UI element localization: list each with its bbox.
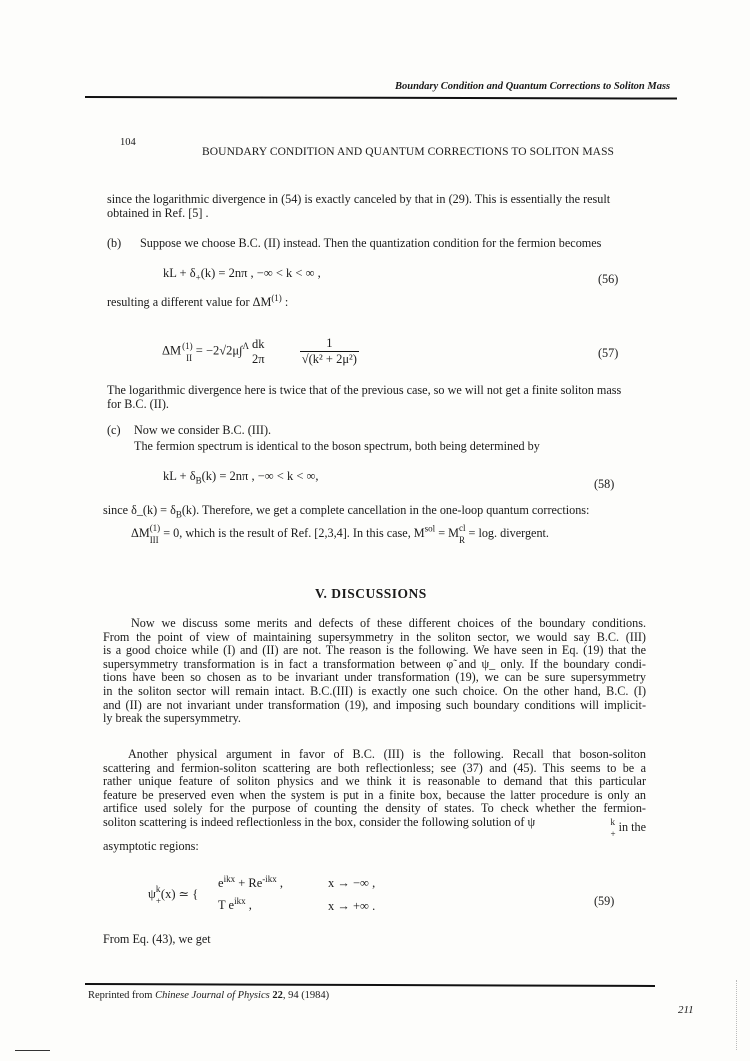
paragraph-line: artifice used solely for the purpose of counting the density of states. To check whether the fermion- xyxy=(103,801,646,816)
text-span: , xyxy=(276,876,284,890)
equation-56 xyxy=(163,266,321,281)
footer-rule xyxy=(85,983,655,987)
page-title: BOUNDARY CONDITION AND QUANTUM CORRECTIONS TO SOLITON MASS xyxy=(202,146,615,158)
superscript: cl xyxy=(458,523,466,533)
frac-num: 1 xyxy=(300,336,359,352)
discussion-paragraph-2 xyxy=(103,748,646,854)
paragraph-line: The fermion spectrum is identical to the boson spectrum, both being determined by xyxy=(134,439,540,453)
frac-den: 2π xyxy=(252,351,265,366)
page-number: 104 xyxy=(120,137,136,148)
paragraph-line: obtained in Ref. [5] . xyxy=(107,206,209,220)
text-span: since δ_(k) = δ xyxy=(103,503,176,517)
superscript: k xyxy=(610,816,615,827)
eq57-frac2 xyxy=(300,336,359,367)
scan-edge-mark xyxy=(736,980,747,1050)
paragraph-line: feature be preserved even when the system is put in a finite box, because the latter procedure is only an xyxy=(103,787,646,802)
superscript: ikx xyxy=(223,873,236,884)
text-span: , xyxy=(245,898,252,912)
eq59-cond-2: x → +∞ . xyxy=(328,899,376,913)
eq59-row-2 xyxy=(218,895,252,913)
eq57-sub: II xyxy=(186,352,193,363)
eq59-arg: (x) ≃ { xyxy=(160,886,199,901)
paragraph-line: Another physical argument in favor of B.C. (III) is the following. Recall that boson-soliton xyxy=(128,747,646,761)
item-label-b: (b) xyxy=(107,236,122,250)
eq57-upper-limit: Λ xyxy=(242,341,250,352)
text-span: = log. divergent. xyxy=(465,525,549,540)
item-label-c: (c) xyxy=(107,423,121,437)
eq59-row-1 xyxy=(218,873,284,891)
original-page-number: 211 xyxy=(678,1004,694,1016)
equation-number: (59) xyxy=(594,894,615,908)
paragraph-line: in the soliton sector will remain intact. B.C.(III) is exactly one such choice. On the other hand, B.C. (I) xyxy=(103,683,646,698)
text-span: = M xyxy=(435,525,459,540)
frac-den: √(k² + 2μ²) xyxy=(301,352,357,366)
paragraph-line: The logarithmic divergence here is twice that of the previous case, so we will not get a finite soliton mass xyxy=(107,383,622,397)
equation-58 xyxy=(163,469,319,484)
text-span: , 94 (1984) xyxy=(282,990,330,1001)
eq57-mid: = −2√2μ∫ xyxy=(192,343,243,358)
paragraph-line: tions have been so chosen as to be invariant under transformation (19), we can be sure supersymmetry xyxy=(103,670,646,685)
paragraph-line: rather unique feature of soliton physics and we think it is reasonable to demand that this particular xyxy=(103,774,646,789)
text-span: ΔM xyxy=(131,525,150,540)
superscript: (1) xyxy=(149,523,161,533)
equation-59 xyxy=(148,883,198,907)
eq56-lhs: kL + δ xyxy=(163,266,196,280)
paragraph-line: is a good choice while (I) and (II) are not. The reason is the following. We have seen in Eq. (19) that the xyxy=(103,643,646,658)
text-span: + Re xyxy=(235,876,263,890)
scan-corner-mark xyxy=(15,1050,50,1051)
eq58-rhs: (k) = 2nπ , −∞ < k < ∞, xyxy=(201,469,319,483)
text-span: (k). Therefore, we get a complete cancellation in the one-loop quantum corrections: xyxy=(181,503,590,517)
paragraph-line: and (II) are not invariant under transformation (19), and imposing such boundary conditions will implicit- xyxy=(103,697,646,712)
eq57-sup: (1) xyxy=(182,340,193,351)
discussion-paragraph-1 xyxy=(103,617,646,726)
reprint-note xyxy=(88,990,329,1001)
paragraph-line xyxy=(107,292,289,310)
frac-num: dk xyxy=(252,336,265,351)
equation-number: (57) xyxy=(598,346,619,360)
text-span: = 0, which is the result of Ref. [2,3,4]. In this case, M xyxy=(160,525,425,540)
text-span: in the xyxy=(615,819,646,834)
eq58-lhs: kL + δ xyxy=(163,469,196,483)
journal-volume: 22 xyxy=(272,990,283,1001)
superscript: (1) xyxy=(271,292,282,303)
paragraph-line: Now we discuss some merits and defects of these different choices of the boundary conditions. xyxy=(131,616,646,630)
paragraph-line: asymptotic regions: xyxy=(103,838,199,853)
journal-name: Chinese Journal of Physics xyxy=(155,990,270,1001)
subscript: III xyxy=(149,535,159,545)
paragraph-line: ly break the supersymmetry. xyxy=(103,711,241,726)
paragraph-line: scattering and fermion-soliton scattering are both reflectionless; see (37) and (45). This seems to be a xyxy=(103,760,646,775)
paragraph-line xyxy=(103,504,589,518)
item-b-text: Suppose we choose B.C. (II) instead. Then the quantization condition for the fermion becomes xyxy=(140,236,602,250)
header-rule xyxy=(85,96,677,100)
text-span: soliton scattering is indeed reflectionless in the box, consider the following solution of ψ xyxy=(103,814,536,829)
superscript: ikx xyxy=(234,895,246,906)
equation-number: (58) xyxy=(594,477,615,491)
eq59-lhs: ψ xyxy=(148,886,156,901)
eq56-rhs: (k) = 2nπ , −∞ < k < ∞ , xyxy=(200,266,321,280)
superscript: -ikx xyxy=(262,873,277,884)
paragraph-line: From the point of view of maintaining supersymmetry in the soliton sector, we would say B.C. (III) xyxy=(103,629,646,644)
paragraph-line: for B.C. (II). xyxy=(107,397,169,411)
paragraph-line: Now we consider B.C. (III). xyxy=(134,423,272,437)
paragraph-line: From Eq. (43), we get xyxy=(103,932,211,946)
text-span: Reprinted from xyxy=(88,990,156,1001)
superscript: sol xyxy=(424,523,436,534)
equation-number: (56) xyxy=(598,272,619,286)
superscript: k xyxy=(155,884,161,894)
subscript: B xyxy=(175,509,182,520)
eq59-cond-1: x → −∞ , xyxy=(328,876,376,890)
text-span: : xyxy=(281,295,289,309)
delta-m-iii-line xyxy=(131,522,549,546)
eq56-sub: + xyxy=(195,272,201,283)
text-span: T e xyxy=(218,898,235,912)
eq57-frac xyxy=(249,337,268,367)
text-span: resulting a different value for ΔM xyxy=(107,295,272,309)
subscript: R xyxy=(458,535,465,545)
running-head: Boundary Condition and Quantum Corrections to Soliton Mass xyxy=(395,81,671,92)
eq57-lhs: ΔM xyxy=(162,343,182,358)
eq58-sub: B xyxy=(195,475,202,486)
text-span: e xyxy=(218,876,224,890)
paragraph-line xyxy=(103,816,646,840)
subscript: + xyxy=(610,828,616,839)
equation-57 xyxy=(162,336,359,367)
paragraph-line: since the logarithmic divergence in (54) is exactly canceled by that in (29). This is essentially the result xyxy=(107,192,611,206)
section-heading: V. DISCUSSIONS xyxy=(315,586,427,601)
subscript: + xyxy=(155,896,161,906)
paragraph-line: supersymmetry transformation is in fact a transformation between φ̃ and ψ_ only. If the boundary condi- xyxy=(103,656,646,671)
